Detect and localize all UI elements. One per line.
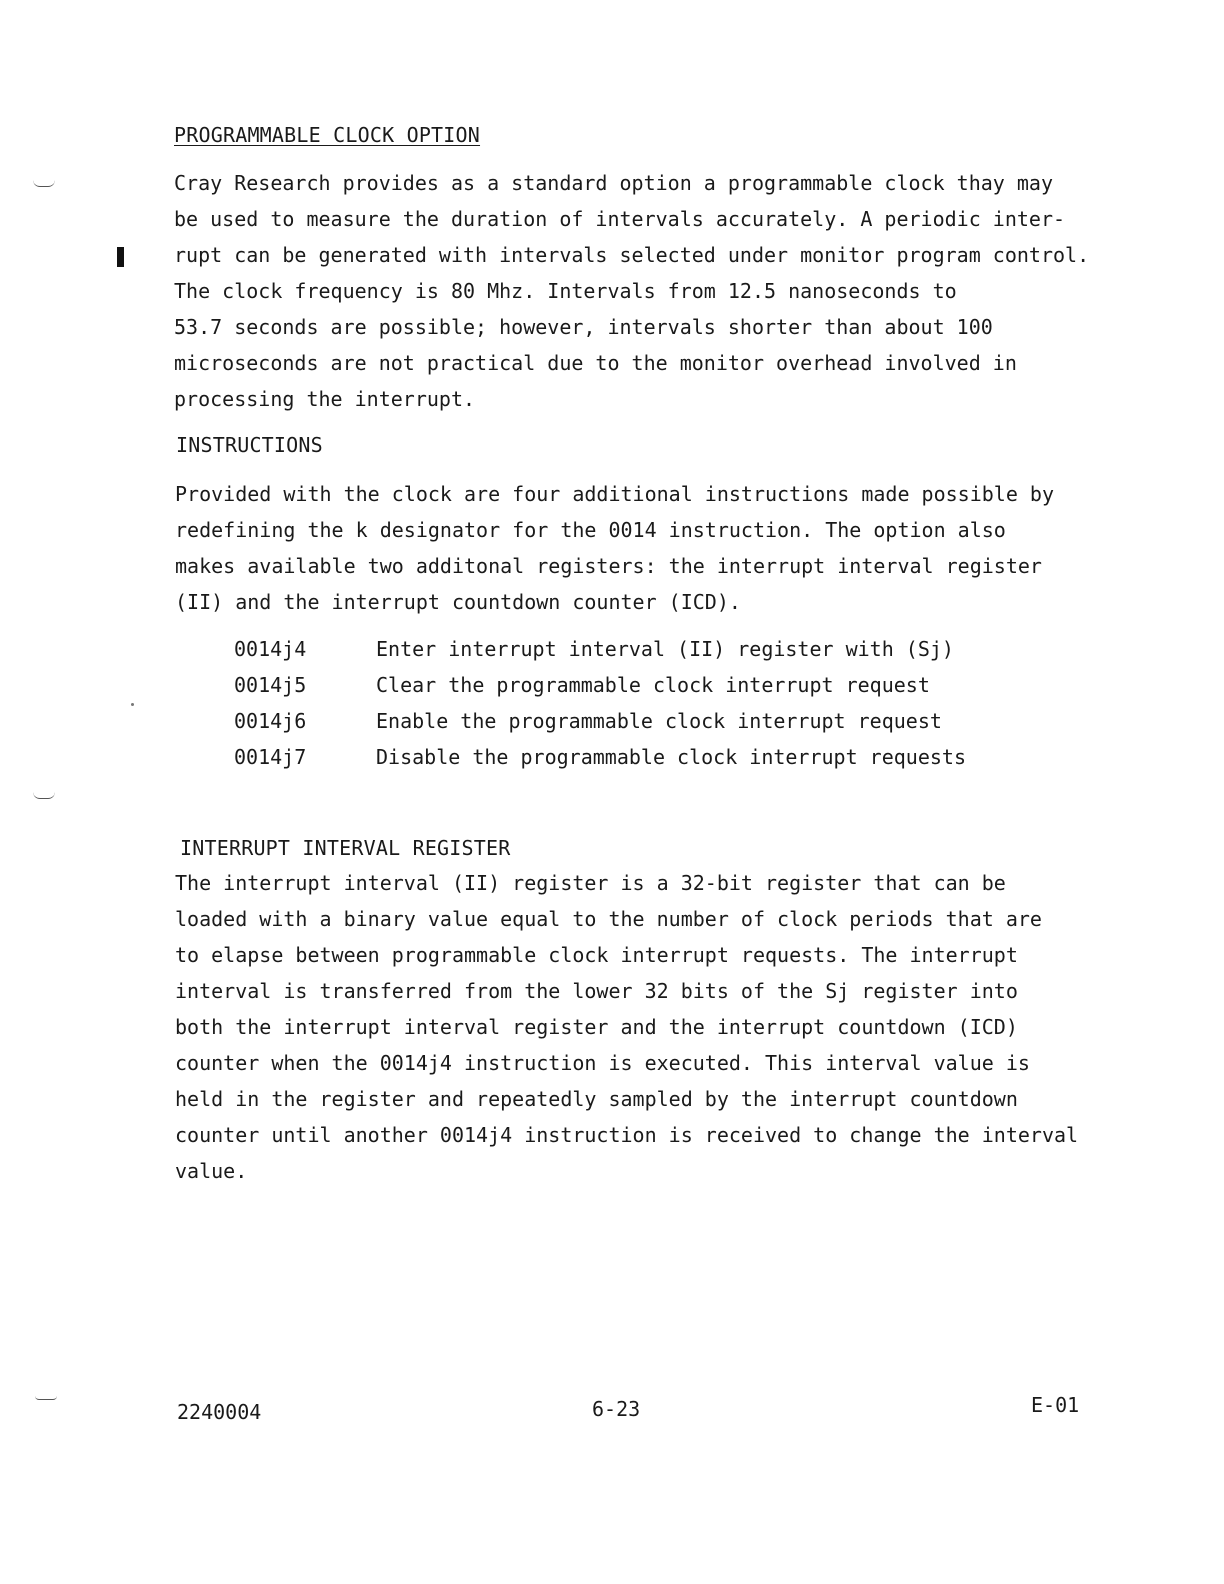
paragraph-line: The interrupt interval (II) register is a 32-bit register that can be bbox=[175, 871, 1006, 895]
footer-revision: E-01 bbox=[1031, 1393, 1080, 1417]
paragraph-line: counter when the 0014j4 instruction is executed. This interval value is bbox=[175, 1051, 1030, 1075]
paragraph-line: The clock frequency is 80 Mhz. Intervals from 12.5 nanoseconds to bbox=[174, 279, 957, 303]
footer-doc-number: 2240004 bbox=[177, 1400, 262, 1424]
paragraph-line: to elapse between programmable clock interrupt requests. The interrupt bbox=[175, 943, 1018, 967]
instruction-list bbox=[234, 631, 966, 775]
instruction-row bbox=[234, 739, 966, 775]
paragraph-line: rupt can be generated with intervals selected under monitor program control. bbox=[174, 243, 1090, 267]
change-bar bbox=[117, 247, 124, 267]
paragraph-line: microseconds are not practical due to the monitor overhead involved in bbox=[174, 351, 1017, 375]
footer-page-number: 6-23 bbox=[592, 1397, 641, 1421]
paragraph-line: redefining the k designator for the 0014 instruction. The option also bbox=[175, 518, 1006, 542]
paragraph-interrupt-interval-register bbox=[175, 865, 1078, 1189]
instruction-description: Clear the programmable clock interrupt request bbox=[376, 673, 930, 697]
paragraph-line: both the interrupt interval register and the interrupt countdown (ICD) bbox=[175, 1015, 1018, 1039]
paragraph-line: loaded with a binary value equal to the number of clock periods that are bbox=[175, 907, 1042, 931]
instruction-code: 0014j7 bbox=[234, 745, 307, 769]
paragraph-line: 53.7 seconds are possible; however, intervals shorter than about 100 bbox=[174, 315, 993, 339]
instruction-description: Enable the programmable clock interrupt request bbox=[376, 709, 942, 733]
paragraph-line: Cray Research provides as a standard option a programmable clock thay may bbox=[174, 171, 1053, 195]
margin-dot bbox=[131, 703, 134, 706]
section-heading-instructions: INSTRUCTIONS bbox=[176, 433, 323, 457]
paragraph-instructions bbox=[175, 476, 1054, 620]
paragraph-programmable-clock bbox=[174, 165, 1089, 417]
paragraph-line: value. bbox=[175, 1159, 248, 1183]
instruction-code: 0014j4 bbox=[234, 637, 307, 661]
section-heading-programmable-clock-option: PROGRAMMABLE CLOCK OPTION bbox=[174, 123, 481, 147]
paragraph-line: processing the interrupt. bbox=[174, 387, 476, 411]
instruction-code: 0014j5 bbox=[234, 673, 307, 697]
instruction-row bbox=[234, 667, 966, 703]
paragraph-line: (II) and the interrupt countdown counter (ICD). bbox=[175, 590, 741, 614]
margin-tick-mark bbox=[33, 180, 55, 187]
paragraph-line: makes available two additonal registers: the interrupt interval register bbox=[175, 554, 1042, 578]
instruction-code: 0014j6 bbox=[234, 709, 307, 733]
paragraph-line: counter until another 0014j4 instruction is received to change the interval bbox=[175, 1123, 1079, 1147]
paragraph-line: interval is transferred from the lower 32 bits of the Sj register into bbox=[175, 979, 1018, 1003]
margin-tick-mark bbox=[33, 792, 55, 799]
instruction-row bbox=[234, 631, 966, 667]
section-heading-interrupt-interval-register: INTERRUPT INTERVAL REGISTER bbox=[180, 836, 511, 860]
instruction-description: Enter interrupt interval (II) register with (Sj) bbox=[376, 637, 954, 661]
instruction-description: Disable the programmable clock interrupt requests bbox=[376, 745, 967, 769]
paragraph-line: be used to measure the duration of intervals accurately. A periodic inter- bbox=[174, 207, 1066, 231]
margin-tick-mark bbox=[35, 1396, 57, 1400]
paragraph-line: Provided with the clock are four additional instructions made possible by bbox=[175, 482, 1054, 506]
paragraph-line: held in the register and repeatedly sampled by the interrupt countdown bbox=[175, 1087, 1018, 1111]
instruction-row bbox=[234, 703, 966, 739]
